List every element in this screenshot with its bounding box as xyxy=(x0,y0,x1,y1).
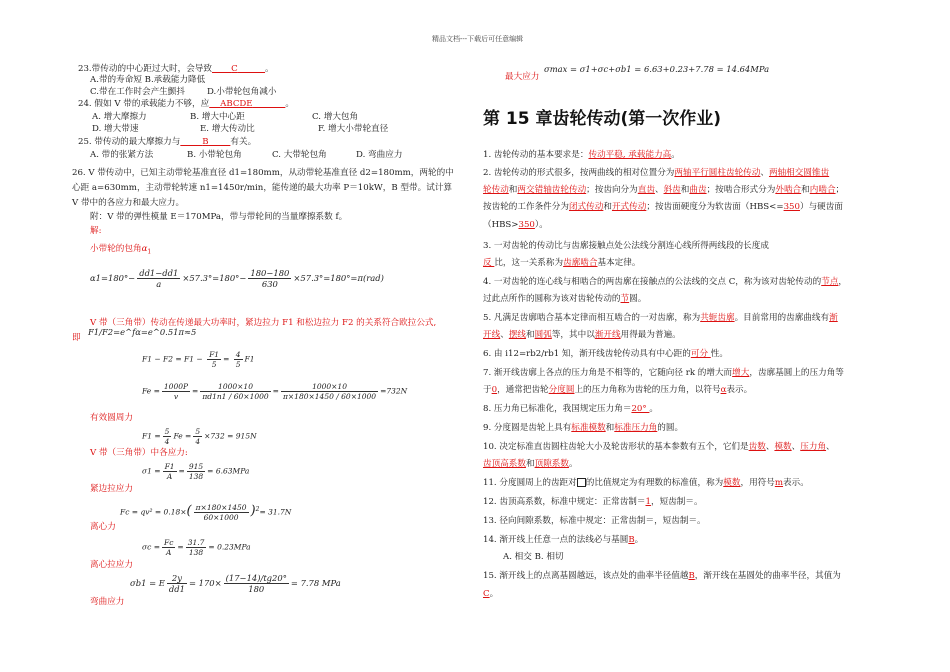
tight-stress-label: 紧边拉应力 xyxy=(90,484,133,494)
answer-text: 反 xyxy=(483,258,495,268)
question-line-r10b xyxy=(483,459,578,470)
question-text: ，齿廓基圆上的压力角等 xyxy=(749,368,844,378)
answer-text: 齿数 xyxy=(748,442,766,452)
question-text: 4. 一对齿轮的连心线与相啮合的两齿廓在接触点的公法线的交点 C，称为该对齿轮传动的 xyxy=(483,277,822,287)
question-text: A. 相交 B. 相切 xyxy=(503,552,564,562)
question-text: 和 xyxy=(680,185,690,195)
question-line-r2a xyxy=(483,168,829,179)
question-text: ，通常把齿轮 xyxy=(497,385,549,395)
question-text: 。 xyxy=(671,150,680,160)
answer-text: m xyxy=(774,478,784,488)
question-text: ，短齿制＝。 xyxy=(650,497,703,507)
question-text: ； xyxy=(835,185,845,195)
question-text: 和 xyxy=(525,459,535,469)
q23-options-ab: A.带的寿命短 B.承载能力降低 xyxy=(90,75,206,85)
question-line-r2c xyxy=(483,202,843,213)
q25-option-a: A. 带的张紧方法 xyxy=(90,150,154,160)
question-text: ）与硬齿面 xyxy=(799,202,843,212)
question-text: ；按齿面硬度分为软齿面（HBS<= xyxy=(646,202,784,212)
tight-force-eq: F1 = $\frac{5}{4}$ Fe = $\frac{5}{4}$ ×732 = 915N xyxy=(142,427,257,446)
answer-text: 开式传动 xyxy=(611,202,647,212)
question-line-r6 xyxy=(483,349,728,360)
question-line-r11 xyxy=(483,478,809,489)
question-line-r7a xyxy=(483,368,844,379)
question-text: 。 xyxy=(649,404,659,414)
answer-text: 斜齿 xyxy=(663,185,681,195)
answer-text: 摆线 xyxy=(508,330,527,340)
centrifugal-stress-label: 离心拉应力 xyxy=(90,560,133,570)
question-text: 12. 齿顶高系数，标准中规定：正常齿制＝ xyxy=(483,497,646,507)
answer-text: 模数 xyxy=(723,478,741,488)
answer-text: 渐 xyxy=(829,313,838,323)
answer-text: 内啮合 xyxy=(809,185,836,195)
question-line-r4b xyxy=(483,294,646,305)
question-line-r8 xyxy=(483,404,658,415)
answer-text: 350 xyxy=(783,202,800,212)
question-text: 和 xyxy=(508,185,518,195)
answer-text: 节点 xyxy=(821,277,839,287)
answer-text: 轮传动 xyxy=(483,185,509,195)
solution-label: 解: xyxy=(90,226,102,236)
question-text: 表示。 xyxy=(726,385,753,395)
answer-text: 可分 xyxy=(690,349,711,359)
answer-text: 1 xyxy=(645,497,651,507)
q24-option-d: D. 增大带速 xyxy=(92,124,139,134)
q24-option-a: A. 增大摩擦力 xyxy=(92,112,147,122)
answer-text: 压力角 xyxy=(800,442,827,452)
question-line-r12 xyxy=(483,497,703,508)
question-text: 、 xyxy=(826,442,835,452)
question-text: 14. 渐开线上任意一点的法线必与基圆 xyxy=(483,535,629,545)
q26-line-3: V 带中的各应力和最大应力。 xyxy=(72,198,185,208)
question-text: 、 xyxy=(654,185,664,195)
question-line-r1 xyxy=(483,150,680,161)
answer-text: 直齿 xyxy=(637,185,655,195)
answer-text: 闭式传动 xyxy=(568,202,604,212)
bending-stress-eq: σb1 = E $\frac{2y}{dd1}$ = 170× $\frac{(17-14)/tg20^\circ}{180}$ = 7.78 MPa xyxy=(130,573,341,594)
question-text: ，用符号 xyxy=(740,478,775,488)
answer-text: 曲齿 xyxy=(689,185,707,195)
answer-text: 20° xyxy=(631,404,650,414)
max-stress-label: 最大应力 xyxy=(505,72,540,82)
answer-23: C xyxy=(231,64,238,74)
force-difference-eq: F1 − F2 = F1 − $\frac{F1}{5}$ = $\frac{4}{5}$ F1 xyxy=(142,350,255,369)
answer-text: C xyxy=(483,589,490,599)
answer-text: 外啮合 xyxy=(775,185,802,195)
q26-line-4: 附：V 带的弹性模量 E＝170MPa，带与带轮间的当量摩擦系数 f。 xyxy=(90,212,348,222)
centrifugal-stress-eq: σc = $\frac{Fc}{A}$ = $\frac{31.7}{138}$ = 0.23MPa xyxy=(142,538,251,557)
question-line-r5b xyxy=(483,330,681,341)
max-stress-eq: σmax = σ1+σc+σb1 = 6.63+0.23+7.78 = 14.64MPa xyxy=(544,64,770,74)
answer-text: B xyxy=(628,535,635,545)
question-text: 性。 xyxy=(710,349,728,359)
question-line-r2d xyxy=(483,220,548,231)
question-23: 23.带传动的中心距过大时，会导致 C 。 xyxy=(78,64,274,74)
answer-text: 齿廓啮合 xyxy=(563,258,598,268)
question-line-r4a xyxy=(483,277,847,288)
tight-stress-eq: σ1 = $\frac{F1}{A}$ = $\frac{915}{138}$ = 6.63MPa xyxy=(142,462,250,481)
q24-option-e: E. 增大传动比 xyxy=(200,124,255,134)
question-text: 按齿轮的工作条件分为 xyxy=(483,202,569,212)
question-text: （HBS> xyxy=(483,220,519,230)
question-text: 的比值规定为有理数的标准值，称为 xyxy=(585,478,724,488)
question-text: 基本定律。 xyxy=(597,258,641,268)
question-text: 于 xyxy=(483,385,492,395)
question-25: 25. 带传动的最大摩擦力与 B 有关。 xyxy=(78,137,257,147)
question-text: 、 xyxy=(760,168,769,178)
answer-text: 顶隙系数 xyxy=(534,459,569,469)
answer-24: ABCDE xyxy=(220,99,253,109)
question-text: 。目前常用的齿廓曲线有 xyxy=(734,313,830,323)
answer-text: 传动平稳, 承载能力高 xyxy=(588,150,672,160)
centrifugal-force-label: 离心力 xyxy=(90,522,116,532)
pi-box-icon xyxy=(577,478,586,487)
q25-option-d: D. 弯曲应力 xyxy=(356,150,403,160)
question-text: 、 xyxy=(765,442,775,452)
question-line-r13 xyxy=(483,516,706,527)
question-line-r15a xyxy=(483,571,841,582)
question-24: 24. 假如 V 带的承载能力不够，应 ABCDE 。 xyxy=(78,99,294,109)
chapter-title: 第 15 章齿轮传动(第一次作业) xyxy=(483,109,722,129)
question-line-r5a xyxy=(483,313,838,324)
question-line-r10a xyxy=(483,442,835,453)
answer-text: 模数 xyxy=(774,442,792,452)
question-text: 11. 分度圆周上的齿距对 xyxy=(483,478,577,488)
question-text: 。 xyxy=(568,459,578,469)
answer-text: 增大 xyxy=(732,368,750,378)
question-text: 。 xyxy=(634,535,644,545)
q23-options-cd: C.带在工作时会产生颤抖 D.小带轮包角减小 xyxy=(90,87,277,97)
answer-text: 节 xyxy=(620,294,630,304)
question-text: 过此点所作的圆称为该对齿轮传动的 xyxy=(483,294,621,304)
answer-text: 350 xyxy=(518,220,535,230)
question-text: 1. 齿轮传动的基本要求是： xyxy=(483,150,589,160)
question-text: ，渐开线在基圆处的曲率半径，其值为 xyxy=(694,571,841,581)
question-line-r9 xyxy=(483,423,683,434)
question-text: 上的压力角称为齿轮的压力角，以符号 xyxy=(574,385,721,395)
question-text: ；按齿向分为 xyxy=(586,185,638,195)
question-text: 表示。 xyxy=(783,478,809,488)
answer-text: B xyxy=(688,571,695,581)
question-text: 13. 径向间隙系数，标准中规定：正常齿制＝，短齿制＝。 xyxy=(483,516,706,526)
question-text: 7. 渐开线齿廓上各点的压力角是不相等的，它随向径 rk 的增大而 xyxy=(483,368,733,378)
question-text: ）。 xyxy=(534,220,548,230)
effective-force-eq: Fe = $\frac{1000P}{v}$ = $\frac{1000\times 10}{\pi d1n1 / 60\times 1000}$ = $\frac{1000\times 10}{\pi\times 180\times 1450 / 60\times 1000}$ =732N xyxy=(142,382,408,401)
answer-text: 0 xyxy=(491,385,498,395)
bending-stress-label: 弯曲应力 xyxy=(90,597,125,607)
question-text: 6. 由 i12=rb2/rb1 知，渐开线齿轮传动具有中心距的 xyxy=(483,349,691,359)
alpha-equation: α1=180°− $\frac{dd1-dd1}{a}$ ×57.3°=180°− $\frac{180-180}{630}$ ×57.3°=180°=π(rad) xyxy=(90,268,384,289)
question-text: 、 xyxy=(500,330,509,340)
question-text: 15. 渐开线上的点离基圆越远，该点处的曲率半径值越 xyxy=(483,571,689,581)
question-text: 和 xyxy=(526,330,535,340)
page-header: 精品文档---下载后可任意编辑 xyxy=(432,35,524,43)
answer-text: 共轭齿廓 xyxy=(700,313,735,323)
euler-text: V 带（三角带）传动在传递最大功率时，紧边拉力 F1 和松边拉力 F2 的关系符合欧拉公式, xyxy=(90,318,437,328)
answer-text: 标准压力角 xyxy=(614,423,658,433)
question-text: 和 xyxy=(603,202,612,212)
q24-option-c: C. 增大包角 xyxy=(312,112,359,122)
question-text: ；按啮合形式分为 xyxy=(706,185,776,195)
question-line-r15b xyxy=(483,589,498,600)
question-line-r2b xyxy=(483,185,844,196)
answer-text: 开线 xyxy=(483,330,501,340)
question-text: 和 xyxy=(801,185,810,195)
answer-text: 两轴相交圆锥齿 xyxy=(768,168,830,178)
question-text: 等，其中以 xyxy=(551,330,595,340)
answer-text: 两交错轴齿轮传动 xyxy=(517,185,587,195)
question-line-r14 xyxy=(483,535,643,546)
question-text: 5. 凡满足齿廓啮合基本定律而相互啮合的一对齿廓，称为 xyxy=(483,313,701,323)
centrifugal-force-eq: Fc = qv² = 0.18×( $\frac{\pi\times 180\times 1450}{60\times 1000}$ )$^2$= 31.7N xyxy=(120,503,292,522)
question-text: 用得最为普遍。 xyxy=(620,330,681,340)
answer-25: B xyxy=(202,137,209,147)
question-text: ， xyxy=(838,277,848,287)
q25-option-b: B. 小带轮包角 xyxy=(187,150,242,160)
question-text: 9. 分度圆是齿轮上具有 xyxy=(483,423,572,433)
q26-line-2: 心距 a=630mm，主动带轮转速 n1=1450r/min，能传递的最大功率 P＝10kW，B 型带。试计算 xyxy=(72,183,452,193)
answer-text: 渐开线 xyxy=(594,330,621,340)
question-text: 圆。 xyxy=(629,294,647,304)
question-text: 2. 齿轮传动的形式很多，按两曲线的相对位置分为 xyxy=(483,168,675,178)
q24-option-f: F. 增大小带轮直径 xyxy=(318,124,389,134)
question-text: 和 xyxy=(605,423,615,433)
answer-text: 标准模数 xyxy=(571,423,606,433)
euler-prefix: 即 xyxy=(72,333,81,343)
question-line-r3b xyxy=(483,258,640,269)
answer-text: α xyxy=(720,385,727,395)
answer-text: 齿顶高系数 xyxy=(483,459,526,469)
answer-text: 圆弧 xyxy=(534,330,552,340)
question-line-r7b xyxy=(483,385,752,396)
stress-label: V 带（三角带）中各应力: xyxy=(90,448,188,458)
question-text: 10. 决定标准直齿圆柱齿轮大小及轮齿形状的基本参数有五个，它们是 xyxy=(483,442,749,452)
question-line-r3a xyxy=(483,241,769,252)
q24-option-b: B. 增大中心距 xyxy=(190,112,245,122)
effective-force-label: 有效圆周力 xyxy=(90,413,133,423)
question-text: 的圆。 xyxy=(657,423,684,433)
q25-option-c: C. 大带轮包角 xyxy=(272,150,327,160)
answer-text: 分度圆 xyxy=(548,385,575,395)
q26-line-1: 26. V 带传动中，已知主动带轮基准直径 d1=180mm，从动带轮基准直径 d2=180mm，两轮的中 xyxy=(72,168,454,178)
question-text: 。 xyxy=(489,589,499,599)
question-text: 8. 压力角已标准化，我国规定压力角＝ xyxy=(483,404,632,414)
question-line-r14o xyxy=(503,552,564,563)
question-text: 比，这一关系称为 xyxy=(494,258,564,268)
question-text: 3. 一对齿轮的传动比与齿廓接触点处公法线分割连心线所得两线段的长度成 xyxy=(483,241,769,251)
wrap-angle-label: 小带轮的包角$\alpha_1$ xyxy=(90,244,152,256)
answer-text: 两轴平行圆柱齿轮传动 xyxy=(674,168,761,178)
euler-equation: F1/F2=e^fα=e^0.51π≈5 xyxy=(88,327,197,337)
question-text: 、 xyxy=(791,442,801,452)
